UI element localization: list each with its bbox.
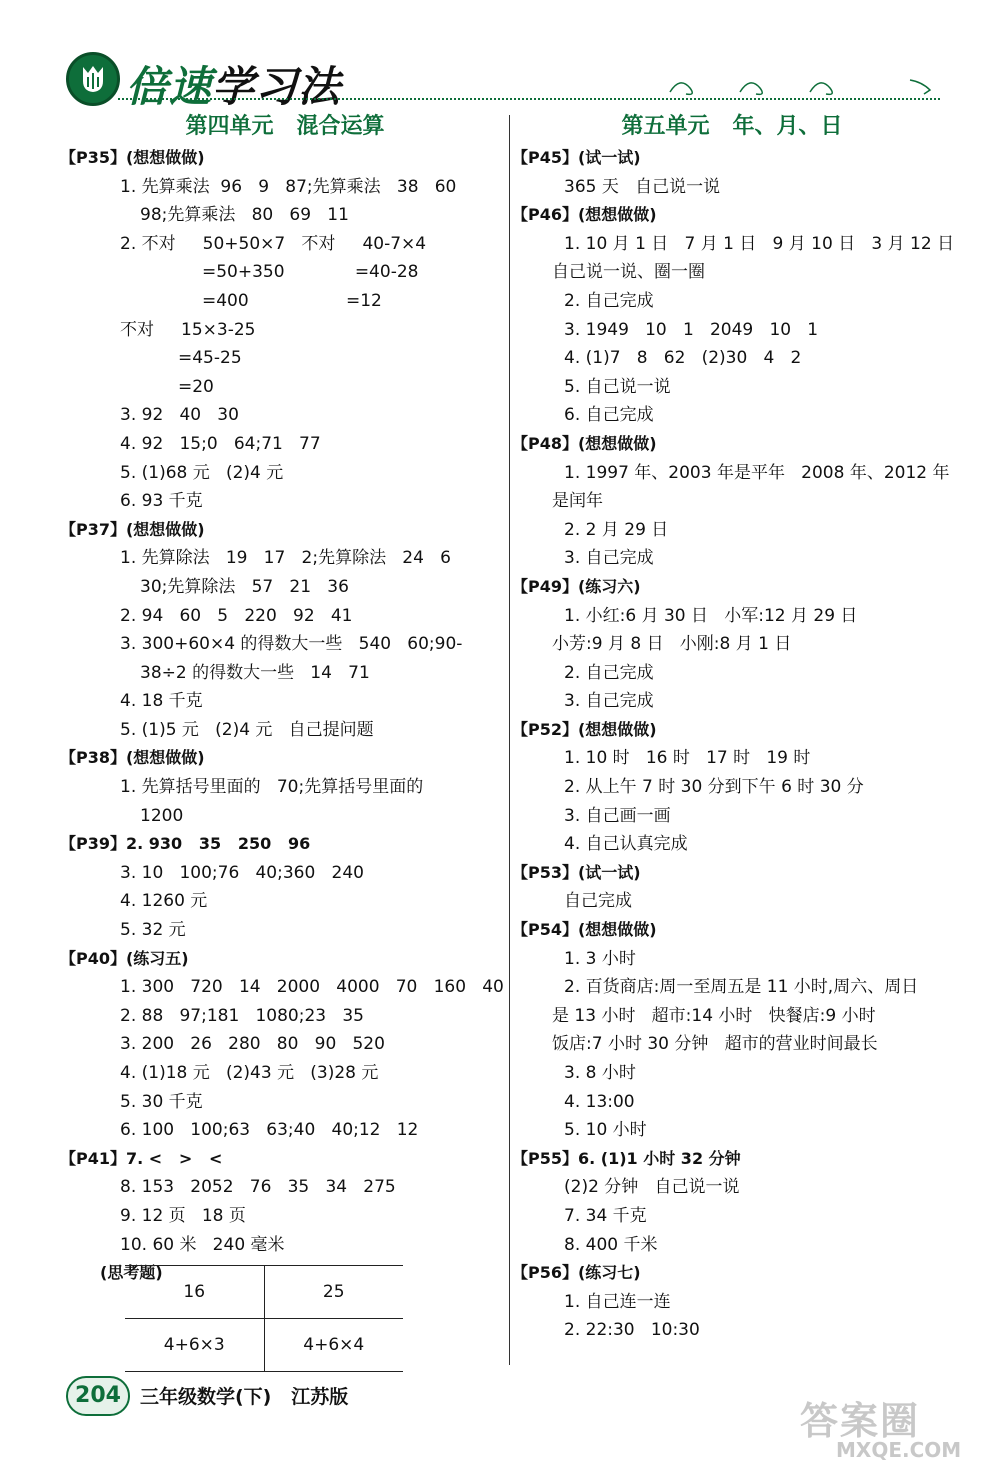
answer-line: 5. (1)5 元 (2)4 元 自己提问题 [120,719,374,740]
brand-title-part1: 倍速 [126,62,213,111]
answer-line: 5. 30 千克 [120,1091,203,1112]
answer-line: 3. 8 小时 [564,1063,636,1083]
answer-line: =45-25 [178,348,242,369]
section-heading: 【P38】(想想做做) [60,748,205,768]
answer-line: 6. 93 千克 [120,491,203,512]
section-heading: (思考题) [100,1263,163,1283]
answer-line: 38÷2 的得数大一些 14 71 [140,662,370,683]
table-cell: 16 [125,1266,264,1319]
answer-line: 1. 先算括号里面的 70;先算括号里面的 [120,777,424,798]
answer-line: 30;先算除法 57 21 36 [140,576,349,597]
section-heading: 【P35】(想想做做) [60,148,205,167]
answer-line: =400 =12 [202,290,382,311]
section-heading: 【P48】(想想做做) [512,433,657,453]
book-title: 三年级数学(下) 江苏版 [140,1386,349,1408]
brand-header [66,52,386,110]
table-cell: 25 [264,1266,403,1319]
answer-line: 自己完成 [564,891,632,912]
answer-line: 365 天 自己说一说 [564,176,721,197]
answer-line: =20 [178,376,214,397]
unit-title-5: 第五单元 年、月、日 [621,114,843,139]
section-heading: 【P39】2. 930 35 250 96 [60,834,311,854]
answer-line: 5. 自己说一说 [564,376,671,397]
brand-title [126,54,341,114]
table-cell: 4+6×3 [125,1319,264,1372]
answer-line: 7. 34 千克 [564,1205,647,1226]
answer-line: 1. 10 月 1 日 7 月 1 日 9 月 10 日 3 月 12 日 [564,233,955,254]
section-heading: 【P49】(练习六) [512,576,641,596]
answer-line: 1. 先算乘法 96 9 87;先算乘法 38 60 [120,176,457,197]
page-number: 204 [66,1376,130,1416]
answer-line: 3. 1949 10 1 2049 10 1 [564,319,819,340]
answer-line: 是 13 小时 超市:14 小时 快餐店:9 小时 [552,1005,876,1026]
answer-line: 3. 200 26 280 80 90 520 [120,1034,385,1055]
answer-line: 5. 10 小时 [564,1120,647,1141]
answer-line: 5. 32 元 [120,920,186,941]
answer-line: 不对 15×3-25 [120,319,256,340]
section-heading: 【P46】(想想做做) [512,205,657,225]
answer-line: 1. 自己连一连 [564,1291,671,1312]
answer-line: 1. 300 720 14 2000 4000 70 160 40 [120,977,504,998]
answer-line: 6. 自己完成 [564,405,654,426]
table-cell: 4+6×4 [264,1319,403,1372]
watermark-logo-text: 答案圈 [800,1399,921,1443]
right-answer-lines [512,144,955,1345]
answer-line: 4. (1)7 8 62 (2)30 4 2 [564,348,802,369]
right-column [512,110,955,1345]
answer-line: 3. 300+60×4 的得数大一些 540 60;90- [120,634,463,655]
answer-line: 4. 18 千克 [120,691,203,712]
answer-line: 1. 先算除法 19 17 2;先算除法 24 6 [120,548,451,569]
answer-line: 2. 自己完成 [564,290,654,311]
answer-line: 8. 400 千米 [564,1234,658,1255]
answer-line: 3. 92 40 30 [120,405,239,426]
answer-line: 小芳:9 月 8 日 小刚:8 月 1 日 [552,634,792,655]
left-answer-lines [60,144,510,1288]
section-heading: 【P54】(想想做做) [512,920,657,940]
watermark [800,1390,970,1460]
answer-line: 3. 10 100;76 40;360 240 [120,862,364,883]
answer-line: 3. 自己完成 [564,691,654,712]
answer-line: 饭店:7 小时 30 分钟 超市的营业时间最长 [552,1034,878,1055]
answer-line: 2. 88 97;181 1080;23 35 [120,1005,364,1026]
section-heading: 【P52】(想想做做) [512,719,657,739]
answer-line: 98;先算乘法 80 69 11 [140,205,349,226]
answer-line: 3. 自己画一画 [564,805,671,826]
answer-line: 3. 自己完成 [564,548,654,569]
answer-line: 4. 自己认真完成 [564,834,688,855]
unit-title-4: 第四单元 混合运算 [185,114,385,139]
answer-line: 4. (1)18 元 (2)43 元 (3)28 元 [120,1063,379,1083]
section-heading: 【P40】(练习五) [60,948,189,968]
answer-line: 1. 3 小时 [564,948,636,969]
watermark-url: MXQE.COM [836,1438,962,1462]
answer-line: 6. 100 100;63 63;40 40;12 12 [120,1120,419,1141]
table-row [125,1319,403,1372]
answer-line: 2. 百货商店:周一至周五是 11 小时,周六、周日 [564,977,919,998]
answer-line: 4. 13:00 [564,1091,635,1112]
answer-line: 1. 10 时 16 时 17 时 19 时 [564,748,811,769]
answer-line: 9. 12 页 18 页 [120,1205,246,1226]
answer-line: 2. 自己完成 [564,662,654,683]
answer-line: 2. 从上午 7 时 30 分到下午 6 时 30 分 [564,777,864,798]
answer-line: 2. 94 60 5 220 92 41 [120,605,353,626]
section-heading: 【P45】(试一试) [512,148,641,167]
answer-line: 2. 22:30 10:30 [564,1320,700,1341]
think-question-table [125,1265,403,1372]
section-heading: 【P55】6. (1)1 小时 32 分钟 [512,1148,741,1168]
section-heading: 【P41】7. < > < [60,1148,223,1168]
table-row [125,1266,403,1319]
answer-line: 2. 2 月 29 日 [564,519,669,540]
answer-line: 1. 1997 年、2003 年是平年 2008 年、2012 年 [564,462,950,483]
answer-line: =50+350 =40-28 [202,262,419,283]
section-heading: 【P56】(练习七) [512,1263,641,1283]
answer-line: 4. 1260 元 [120,891,208,912]
answer-line: 1. 小红:6 月 30 日 小军:12 月 29 日 [564,605,858,626]
brand-title-part2: 学习法 [212,62,342,111]
answer-line: 自己说一说、圈一圈 [552,262,705,283]
answer-line: 是闰年 [552,491,603,512]
answer-line: 2. 不对 50+50×7 不对 40-7×4 [120,233,427,254]
brand-logo-icon [66,52,120,106]
answer-line: 1200 [140,805,184,826]
answer-line: 8. 153 2052 76 35 34 275 [120,1177,396,1198]
header-swirl-decoration-icon [660,70,940,100]
section-heading: 【P37】(想想做做) [60,519,205,539]
left-column [60,110,510,1288]
answer-line: 4. 92 15;0 64;71 77 [120,433,321,454]
answer-line: 10. 60 米 240 毫米 [120,1234,285,1255]
answer-line: 5. (1)68 元 (2)4 元 [120,462,284,483]
answer-line: (2)2 分钟 自己说一说 [564,1177,740,1198]
section-heading: 【P53】(试一试) [512,862,641,882]
